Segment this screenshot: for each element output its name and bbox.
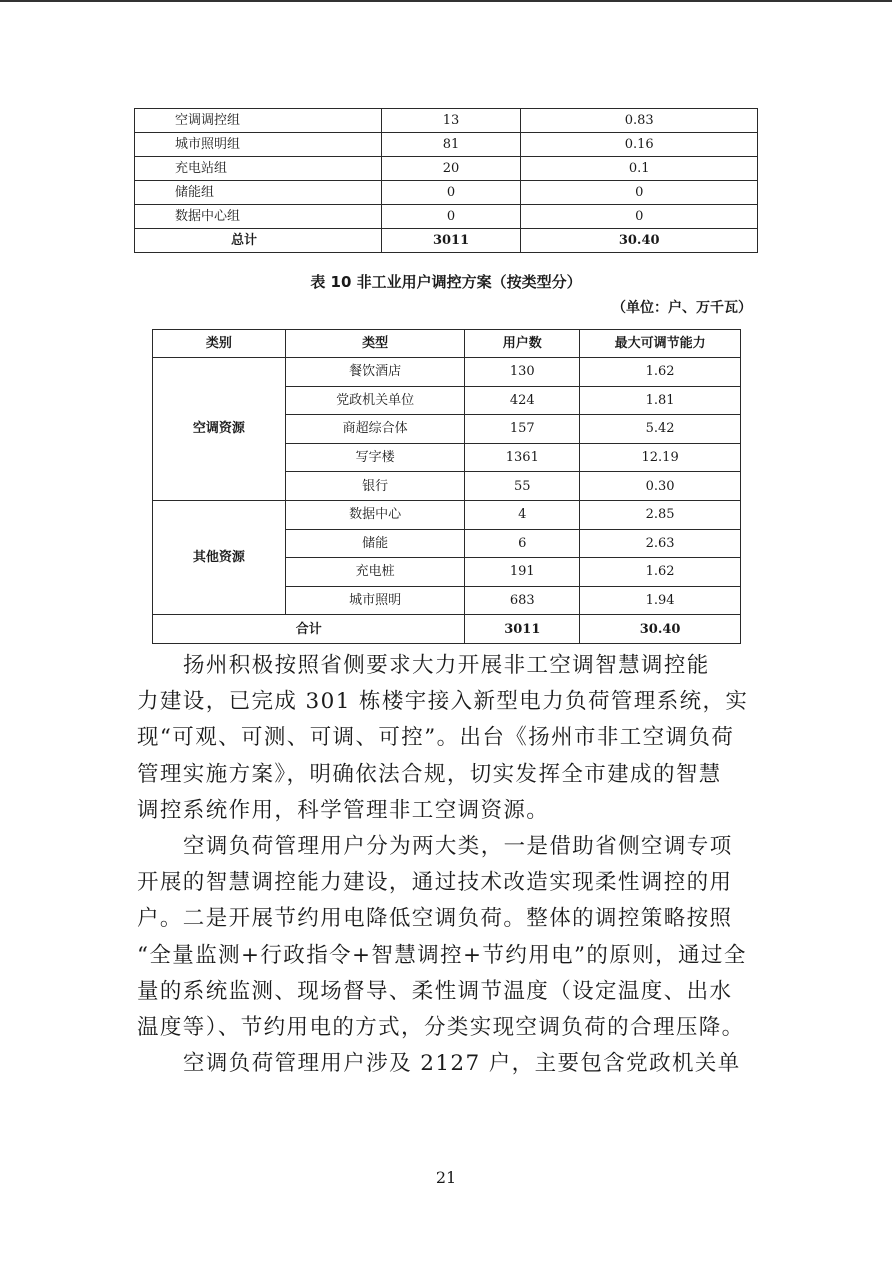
body-paragraph bbox=[137, 648, 759, 829]
table-caption: 表 10 非工业用户调控方案（按类型分） bbox=[310, 273, 582, 291]
category-cell: 空调资源 bbox=[153, 358, 286, 501]
users-cell: 1361 bbox=[465, 443, 580, 472]
type-cell: 充电桩 bbox=[285, 558, 465, 587]
table-row bbox=[135, 205, 758, 229]
group-name-cell: 储能组 bbox=[135, 181, 382, 205]
table-header-row bbox=[153, 330, 741, 358]
capacity-cell: 5.42 bbox=[580, 415, 741, 444]
body-paragraph bbox=[137, 829, 759, 1046]
capacity-cell: 0.16 bbox=[521, 133, 758, 157]
type-cell: 餐饮酒店 bbox=[285, 358, 465, 387]
users-cell: 130 bbox=[465, 358, 580, 387]
type-cell: 党政机关单位 bbox=[285, 386, 465, 415]
non-industrial-control-table bbox=[152, 329, 741, 644]
total-capacity-cell: 30.40 bbox=[521, 229, 758, 253]
table-row bbox=[135, 181, 758, 205]
header-users: 用户数 bbox=[465, 330, 580, 358]
body-paragraph bbox=[137, 1046, 759, 1082]
users-cell: 191 bbox=[465, 558, 580, 587]
users-cell: 55 bbox=[465, 472, 580, 501]
group-capacity-table bbox=[134, 108, 758, 253]
table-row bbox=[135, 133, 758, 157]
group-name-cell: 充电站组 bbox=[135, 157, 382, 181]
header-type: 类型 bbox=[285, 330, 465, 358]
table-unit-note: （单位：户、万千瓦） bbox=[612, 300, 752, 316]
total-count-cell: 3011 bbox=[381, 229, 521, 253]
capacity-cell: 1.94 bbox=[580, 586, 741, 615]
paragraph-line: “全量监测+行政指令+智慧调控+节约用电”的原则，通过全 bbox=[137, 942, 747, 968]
paragraph-line: 空调负荷管理用户分为两大类，一是借助省侧空调专项 bbox=[183, 834, 733, 859]
type-cell: 银行 bbox=[285, 472, 465, 501]
capacity-cell: 1.62 bbox=[580, 358, 741, 387]
capacity-cell: 2.85 bbox=[580, 500, 741, 529]
paragraph-line: 开展的智慧调控能力建设，通过技术改造实现柔性调控的用 bbox=[137, 870, 733, 896]
type-cell: 数据中心 bbox=[285, 500, 465, 529]
paragraph-line: 管理实施方案》，明确依法合规，切实发挥全市建成的智慧 bbox=[137, 761, 722, 787]
page-number: 21 bbox=[435, 1168, 457, 1187]
capacity-cell: 0.30 bbox=[580, 472, 741, 501]
paragraph-line: 户。二是开展节约用电降低空调负荷。整体的调控策略按照 bbox=[137, 906, 733, 932]
table-total-row bbox=[135, 229, 758, 253]
header-category: 类别 bbox=[153, 330, 286, 358]
table-total-row bbox=[153, 615, 741, 644]
total-label-cell: 合计 bbox=[153, 615, 465, 644]
type-cell: 城市照明 bbox=[285, 586, 465, 615]
type-cell: 商超综合体 bbox=[285, 415, 465, 444]
table-row bbox=[135, 157, 758, 181]
capacity-cell: 12.19 bbox=[580, 443, 741, 472]
paragraph-line: 空调负荷管理用户涉及 2127 户，主要包含党政机关单 bbox=[183, 1051, 741, 1076]
capacity-cell: 0.83 bbox=[521, 109, 758, 133]
capacity-cell: 0.1 bbox=[521, 157, 758, 181]
user-count-cell: 0 bbox=[381, 181, 521, 205]
capacity-cell: 1.62 bbox=[580, 558, 741, 587]
total-label-cell: 总计 bbox=[135, 229, 382, 253]
table-row bbox=[153, 358, 741, 387]
users-cell: 4 bbox=[465, 500, 580, 529]
header-capacity: 最大可调节能力 bbox=[580, 330, 741, 358]
paragraph-line: 温度等）、节约用电的方式，分类实现空调负荷的合理压降。 bbox=[137, 1015, 745, 1041]
group-name-cell: 城市照明组 bbox=[135, 133, 382, 157]
table-row bbox=[135, 109, 758, 133]
user-count-cell: 13 bbox=[381, 109, 521, 133]
paragraph-line: 量的系统监测、现场督导、柔性调节温度（设定温度、出水 bbox=[137, 978, 733, 1004]
group-name-cell: 空调调控组 bbox=[135, 109, 382, 133]
page-top-rule bbox=[0, 0, 892, 2]
paragraph-line: 现“可观、可测、可调、可控”。出台《扬州市非工空调负荷 bbox=[137, 725, 735, 751]
user-count-cell: 81 bbox=[381, 133, 521, 157]
users-cell: 157 bbox=[465, 415, 580, 444]
group-name-cell: 数据中心组 bbox=[135, 205, 382, 229]
users-cell: 424 bbox=[465, 386, 580, 415]
capacity-cell: 0 bbox=[521, 181, 758, 205]
table-row bbox=[153, 500, 741, 529]
paragraph-line: 力建设，已完成 301 栋楼宇接入新型电力负荷管理系统，实 bbox=[137, 689, 749, 715]
capacity-cell: 0 bbox=[521, 205, 758, 229]
type-cell: 写字楼 bbox=[285, 443, 465, 472]
type-cell: 储能 bbox=[285, 529, 465, 558]
user-count-cell: 0 bbox=[381, 205, 521, 229]
capacity-cell: 2.63 bbox=[580, 529, 741, 558]
paragraph-line: 扬州积极按照省侧要求大力开展非工空调智慧调控能 bbox=[183, 653, 710, 678]
paragraph-line: 调控系统作用，科学管理非工空调资源。 bbox=[137, 797, 550, 823]
category-cell: 其他资源 bbox=[153, 500, 286, 614]
capacity-cell: 1.81 bbox=[580, 386, 741, 415]
users-cell: 6 bbox=[465, 529, 580, 558]
users-cell: 683 bbox=[465, 586, 580, 615]
user-count-cell: 20 bbox=[381, 157, 521, 181]
total-users-cell: 3011 bbox=[465, 615, 580, 644]
total-capacity-cell: 30.40 bbox=[580, 615, 741, 644]
